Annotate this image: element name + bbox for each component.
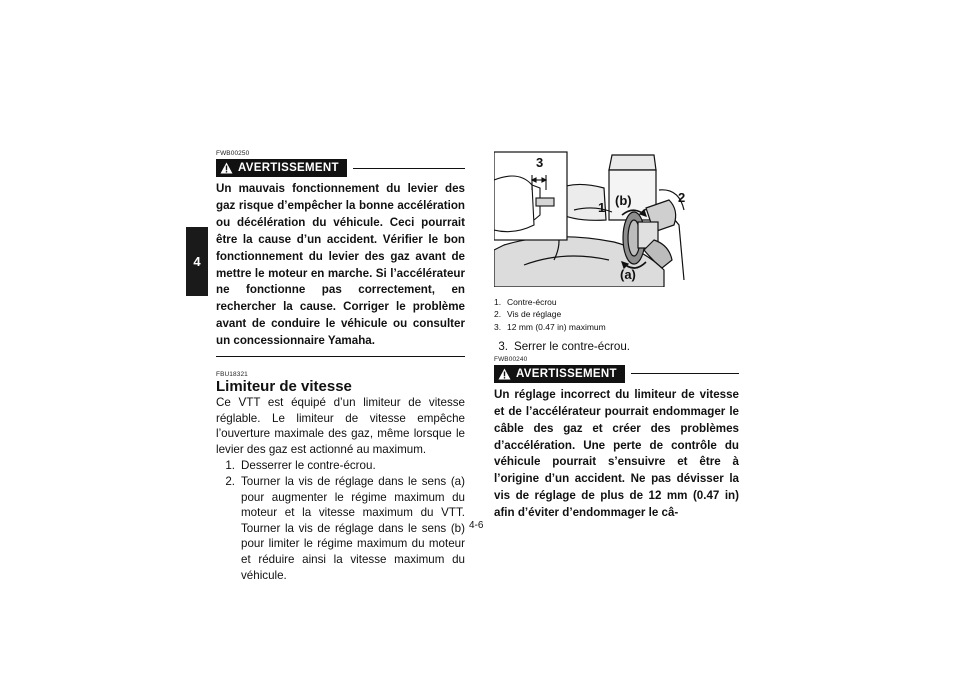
steps-list-continued xyxy=(494,339,739,355)
step-number: 2. xyxy=(225,475,235,489)
section-intro: Ce VTT est équipé d’un limiteur de vitesse réglable. Le limiteur de vitesse empêche l’ouverture maximale des gaz, même lorsque le levier des gaz est actionné au maximum. xyxy=(216,396,465,456)
warning-label: AVERTISSEMENT xyxy=(516,367,617,380)
section-code: FBU18321 xyxy=(216,371,248,379)
step-number: 1. xyxy=(225,459,235,473)
callout-3: 3 xyxy=(536,155,544,170)
step-text: Serrer le contre-écrou. xyxy=(514,340,630,354)
warning-rule xyxy=(631,373,739,374)
list-item xyxy=(216,474,465,583)
caption-text: Contre-écrou xyxy=(507,297,557,307)
caption-number: 3. xyxy=(494,321,502,332)
section-title: Limiteur de vitesse xyxy=(216,378,352,396)
figure-throttle-limiter xyxy=(494,150,689,287)
list-item xyxy=(494,296,739,308)
callout-a: (a) xyxy=(620,267,636,282)
step-text: Tourner la vis de réglage dans le sens (a) pour augmenter le régime maximum du moteur et la vitesse maximum du VTT. Tourner la vis de réglage dans le sens (b) pour limiter le régime maximum du moteur et réduire ainsi la vitesse maximum du véhicule. xyxy=(241,475,465,582)
list-item xyxy=(494,321,739,333)
warning-header xyxy=(494,365,739,383)
warning-badge xyxy=(216,159,347,177)
figure-captions xyxy=(494,296,739,333)
warning-header xyxy=(216,159,465,177)
callout-2: 2 xyxy=(678,190,686,205)
caption-text: Vis de réglage xyxy=(507,309,562,320)
warning-text: Un mauvais fonctionnement du levier des gaz risque d’empêcher la bonne accélération ou décélération du véhicule. Ceci pourrait être la cause d’un accident. Vérifier le bon fonctionnement du levier des gaz avant de mettre le moteur en marche. Si l’accélérateur ne fonctionne pas correctement, en rechercher la cause. Corriger le problème avant de conduire le véhicule ou consulter un concessionnaire Yamaha. xyxy=(216,181,465,357)
list-item xyxy=(494,339,739,355)
list-item xyxy=(216,458,465,474)
page-number: 4-6 xyxy=(469,520,484,531)
throttle-illustration xyxy=(494,150,689,287)
callout-b: (b) xyxy=(615,193,632,208)
right-column xyxy=(494,150,739,528)
steps-list xyxy=(216,458,465,583)
warning-label: AVERTISSEMENT xyxy=(238,162,339,174)
left-column xyxy=(216,150,465,583)
list-item xyxy=(494,308,739,320)
caption-number: 1. xyxy=(494,297,502,307)
step-number: 3. xyxy=(498,340,508,354)
warning-text: Un réglage incorrect du limiteur de vitesse et de l’accélérateur pourrait endommager le câble des gaz et créer des problèmes d’accélération. Une perte de contrôle du véhicule pourrait s’ensuivre et être à l’origine d’un accident. Ne pas dévisser la vis de réglage de plus de 12 mm (0.47 in) afin d’éviter d’endommager le câ- xyxy=(494,387,739,520)
warning-rule xyxy=(353,168,465,169)
warning-triangle-icon xyxy=(498,368,511,380)
warning-code: FWB00240 xyxy=(494,355,528,363)
chapter-tab: 4 xyxy=(186,227,208,296)
caption-number: 2. xyxy=(494,309,502,320)
caption-text: 12 mm (0.47 in) maximum xyxy=(507,321,606,332)
step-text: Desserrer le contre-écrou. xyxy=(241,459,376,473)
warning-code: FWB00250 xyxy=(216,150,250,157)
warning-badge xyxy=(494,365,625,383)
warning-triangle-icon xyxy=(220,162,233,174)
callout-1: 1 xyxy=(598,200,606,215)
